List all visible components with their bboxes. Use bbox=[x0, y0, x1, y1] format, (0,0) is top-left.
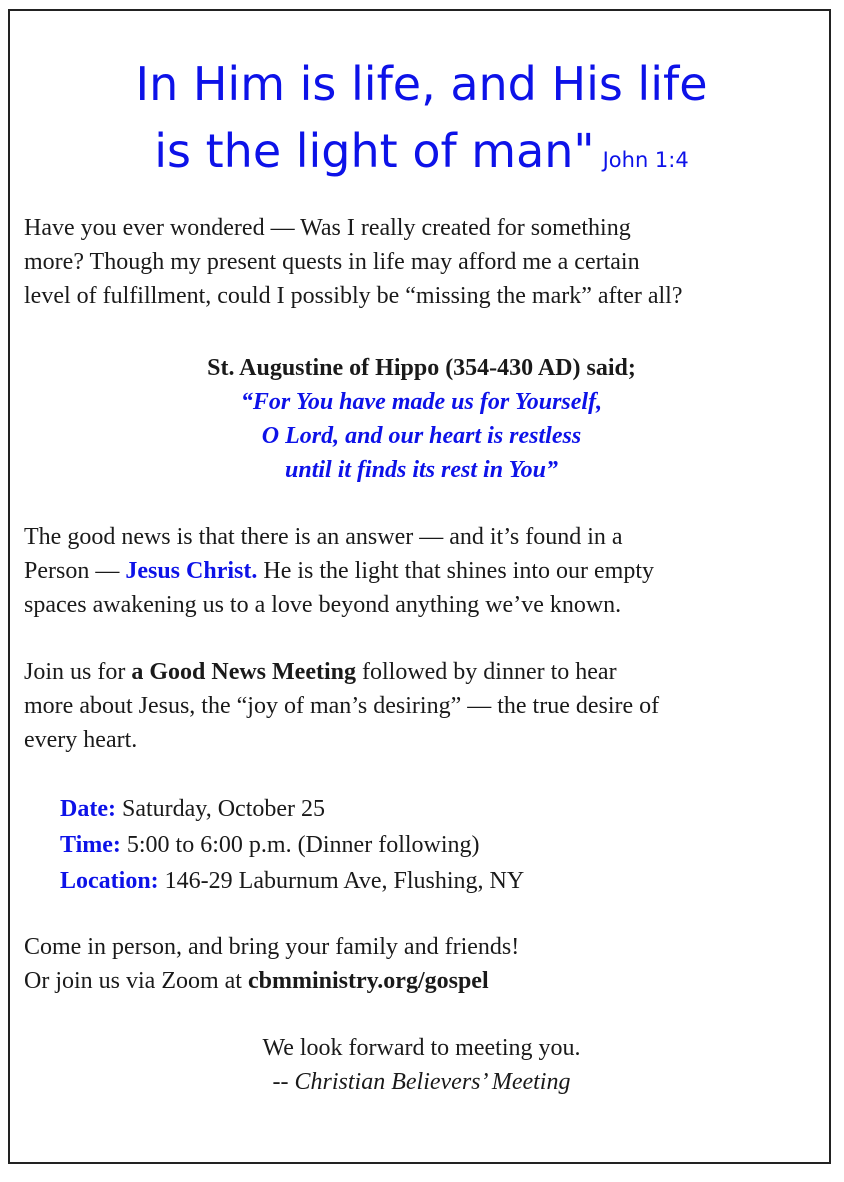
location-row bbox=[60, 864, 524, 898]
invite-line-2: more about Jesus, the “joy of man’s desiring” — the true desire of bbox=[24, 693, 660, 719]
good-news-line-3: spaces awakening us to a love beyond anything we’ve known. bbox=[24, 592, 622, 618]
invite-line-3: every heart. bbox=[24, 727, 138, 753]
quote-line-3: until it finds its rest in You” bbox=[285, 457, 558, 483]
meeting-name: a Good News Meeting bbox=[131, 659, 356, 685]
zoom-link[interactable]: cbmministry.org/gospel bbox=[247, 968, 489, 994]
headline-text-2: is the light of man" bbox=[154, 124, 595, 178]
location-label: Location: bbox=[60, 868, 159, 894]
signature: Christian Believers’ Meeting bbox=[294, 1069, 571, 1095]
date-label: Date: bbox=[60, 796, 116, 822]
jesus-christ-highlight: Jesus Christ. bbox=[125, 558, 258, 584]
come-line-2 bbox=[24, 964, 824, 998]
headline-line-2 bbox=[10, 124, 833, 178]
good-news-paragraph bbox=[24, 520, 824, 622]
good-news-line-1: The good news is that there is an answer — and it’s found in a bbox=[24, 524, 623, 550]
good-news-line-2-pre: Person — bbox=[24, 558, 126, 584]
invite-line-1-post: followed by dinner to hear bbox=[355, 659, 617, 685]
come-line-2-pre: Or join us via Zoom at bbox=[24, 968, 248, 994]
invite-line-1-pre: Join us for bbox=[24, 659, 132, 685]
location-value: 146-29 Laburnum Ave, Flushing, NY bbox=[158, 868, 525, 894]
date-row bbox=[60, 792, 524, 826]
intro-line-1: Have you ever wondered — Was I really created for something bbox=[24, 215, 631, 241]
closing-line-1: We look forward to meeting you. bbox=[262, 1035, 581, 1061]
closing-line-2 bbox=[10, 1065, 833, 1099]
flyer-frame bbox=[8, 9, 831, 1164]
headline-line-1 bbox=[10, 57, 833, 111]
good-news-line-2 bbox=[24, 554, 824, 588]
headline-text-1: In Him is life, and His life bbox=[135, 57, 708, 111]
scripture-reference: John 1:4 bbox=[602, 148, 689, 172]
closing-block bbox=[10, 1031, 833, 1099]
come-line-1: Come in person, and bring your family and friends! bbox=[24, 934, 520, 960]
intro-paragraph bbox=[24, 211, 824, 313]
intro-line-2: more? Though my present quests in life may afford me a certain bbox=[24, 249, 640, 275]
invite-line-1 bbox=[24, 655, 824, 689]
intro-line-3: level of fulfillment, could I possibly be “missing the mark” after all? bbox=[24, 283, 683, 309]
quote-block bbox=[10, 351, 833, 487]
closing-dashes: -- bbox=[272, 1069, 295, 1095]
good-news-line-2-post: He is the light that shines into our empty bbox=[257, 558, 654, 584]
invite-paragraph bbox=[24, 655, 824, 757]
quote-author: St. Augustine of Hippo (354-430 AD) said; bbox=[207, 355, 636, 381]
date-value: Saturday, October 25 bbox=[115, 796, 326, 822]
time-value: 5:00 to 6:00 p.m. (Dinner following) bbox=[120, 832, 480, 858]
event-details bbox=[60, 792, 524, 898]
come-paragraph bbox=[24, 930, 824, 998]
quote-line-1: “For You have made us for Yourself, bbox=[240, 389, 603, 415]
quote-line-2: O Lord, and our heart is restless bbox=[261, 423, 582, 449]
time-row bbox=[60, 828, 524, 862]
time-label: Time: bbox=[60, 832, 121, 858]
